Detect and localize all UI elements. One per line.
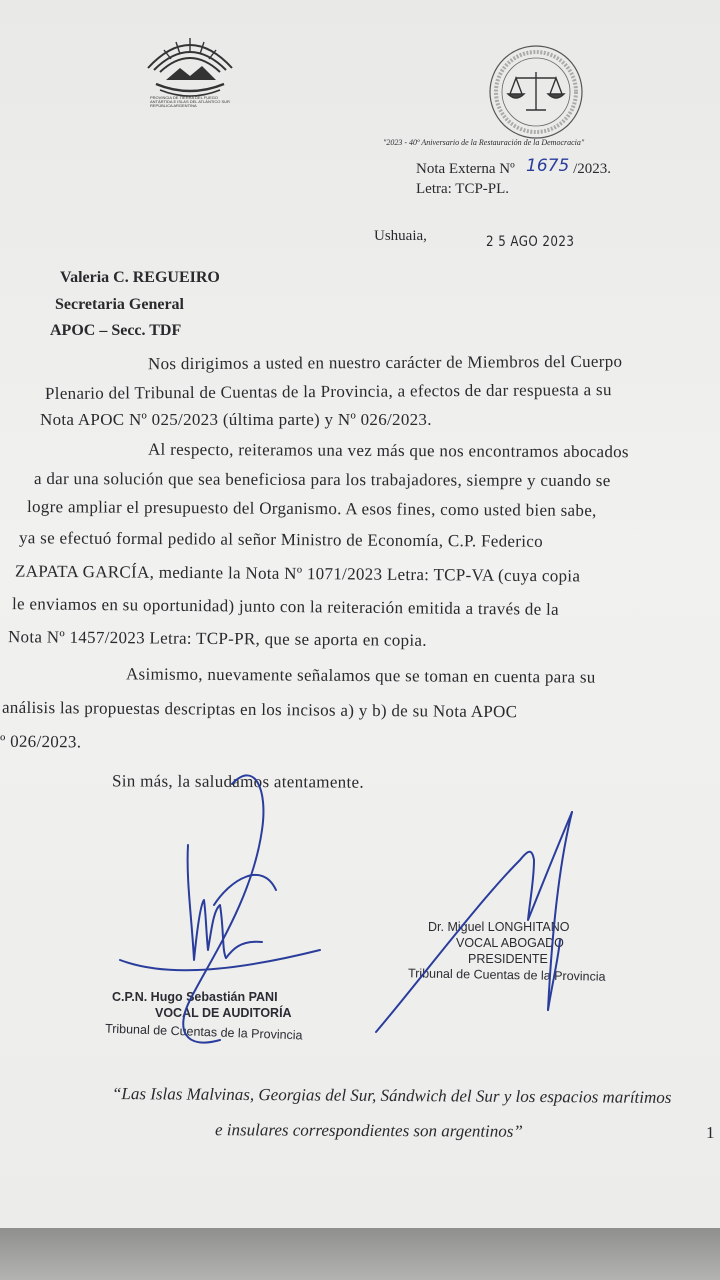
date-stamp: 2 5 AGO 2023	[486, 234, 575, 250]
letra-reference: Letra: TCP-PL.	[416, 181, 510, 197]
right-signature-stroke	[376, 812, 572, 1032]
body-line: análisis las propuestas descriptas en los incisos a) y b) de su Nota APOC	[1, 697, 518, 722]
nota-suffix: /2023.	[573, 161, 611, 177]
body-line: ya se efectuó formal pedido al señor Ministro de Economía, C.P. Federico	[18, 528, 543, 551]
crest-line: PROVINCIA DE TIERRA DEL FUEGO	[150, 95, 219, 100]
body-line: Plenario del Tribunal de Cuentas de la Provincia, a efectos de dar respuesta a su	[44, 380, 612, 403]
body-line: ZAPATA GARCÍA, mediante la Nota Nº 1071/2023 Letra: TCP-VA (cuya copia	[14, 561, 581, 586]
closing-line: Sin más, la saludamos atentamente.	[111, 771, 364, 792]
left-signatory-name: C.P.N. Hugo Sebastián PANI	[112, 990, 278, 1004]
left-signature-stroke	[120, 950, 320, 970]
right-signatory-name: Dr. Miguel LONGHITANO	[428, 920, 570, 934]
nota-prefix: Nota Externa Nº	[416, 161, 515, 177]
right-signatory-org: Tribunal de Cuentas de la Provincia	[407, 966, 606, 984]
nota-number-handwritten: 1675	[526, 156, 570, 176]
page-number: 1	[706, 1123, 715, 1142]
left-signatory-title: VOCAL DE AUDITORÍA	[155, 1006, 292, 1020]
recipient-org: APOC – Secc. TDF	[50, 322, 182, 339]
anniversary-motto: "2023 - 40º Aniversario de la Restauración de la Democracia"	[383, 138, 585, 147]
recipient-role: Secretaria General	[55, 296, 184, 313]
left-signatory-org: Tribunal de Cuentas de la Provincia	[104, 1021, 303, 1043]
right-signatory-title: VOCAL ABOGADO	[456, 936, 564, 950]
desk-surface	[0, 1228, 720, 1280]
crest-line: REPÚBLICA ARGENTINA	[150, 103, 197, 108]
body-line: Asimismo, nuevamente señalamos que se toman en cuenta para su	[125, 664, 596, 687]
body-line: le enviamos en su oportunidad) junto con la reiteración emitida a través de la	[11, 594, 560, 619]
body-line: º 026/2023.	[0, 731, 82, 752]
body-line: Nota Nº 1457/2023 Letra: TCP-PR, que se aporta en copia.	[7, 627, 427, 650]
right-signatory-role: PRESIDENTE	[468, 952, 548, 966]
recipient-name: Valeria C. REGUEIRO	[60, 269, 220, 286]
body-line: Al respecto, reiteramos una vez más que nos encontramos abocados	[147, 439, 629, 462]
footer-motto-line-1: “Las Islas Malvinas, Georgias del Sur, Sándwich del Sur y los espacios marítimos	[111, 1084, 672, 1107]
footer-motto-line-2: e insulares correspondientes son argentinos”	[214, 1120, 523, 1141]
dateline-place: Ushuaia,	[374, 228, 427, 244]
body-line: Nota APOC Nº 025/2023 (última parte) y Nº 026/2023.	[40, 410, 432, 429]
body-line: Nos dirigimos a usted en nuestro carácter de Miembros del Cuerpo	[147, 351, 623, 374]
crest-line: ANTÁRTIDA E ISLAS DEL ATLÁNTICO SUR	[150, 99, 230, 104]
left-signature-stroke	[226, 942, 262, 958]
body-line: a dar una solución que sea beneficiosa para los trabajadores, siempre y cuando se	[33, 468, 611, 491]
body-line: logre ampliar el presupuesto del Organismo. A esos fines, como usted bien sabe,	[26, 497, 597, 520]
left-signature-stroke	[183, 775, 263, 1042]
